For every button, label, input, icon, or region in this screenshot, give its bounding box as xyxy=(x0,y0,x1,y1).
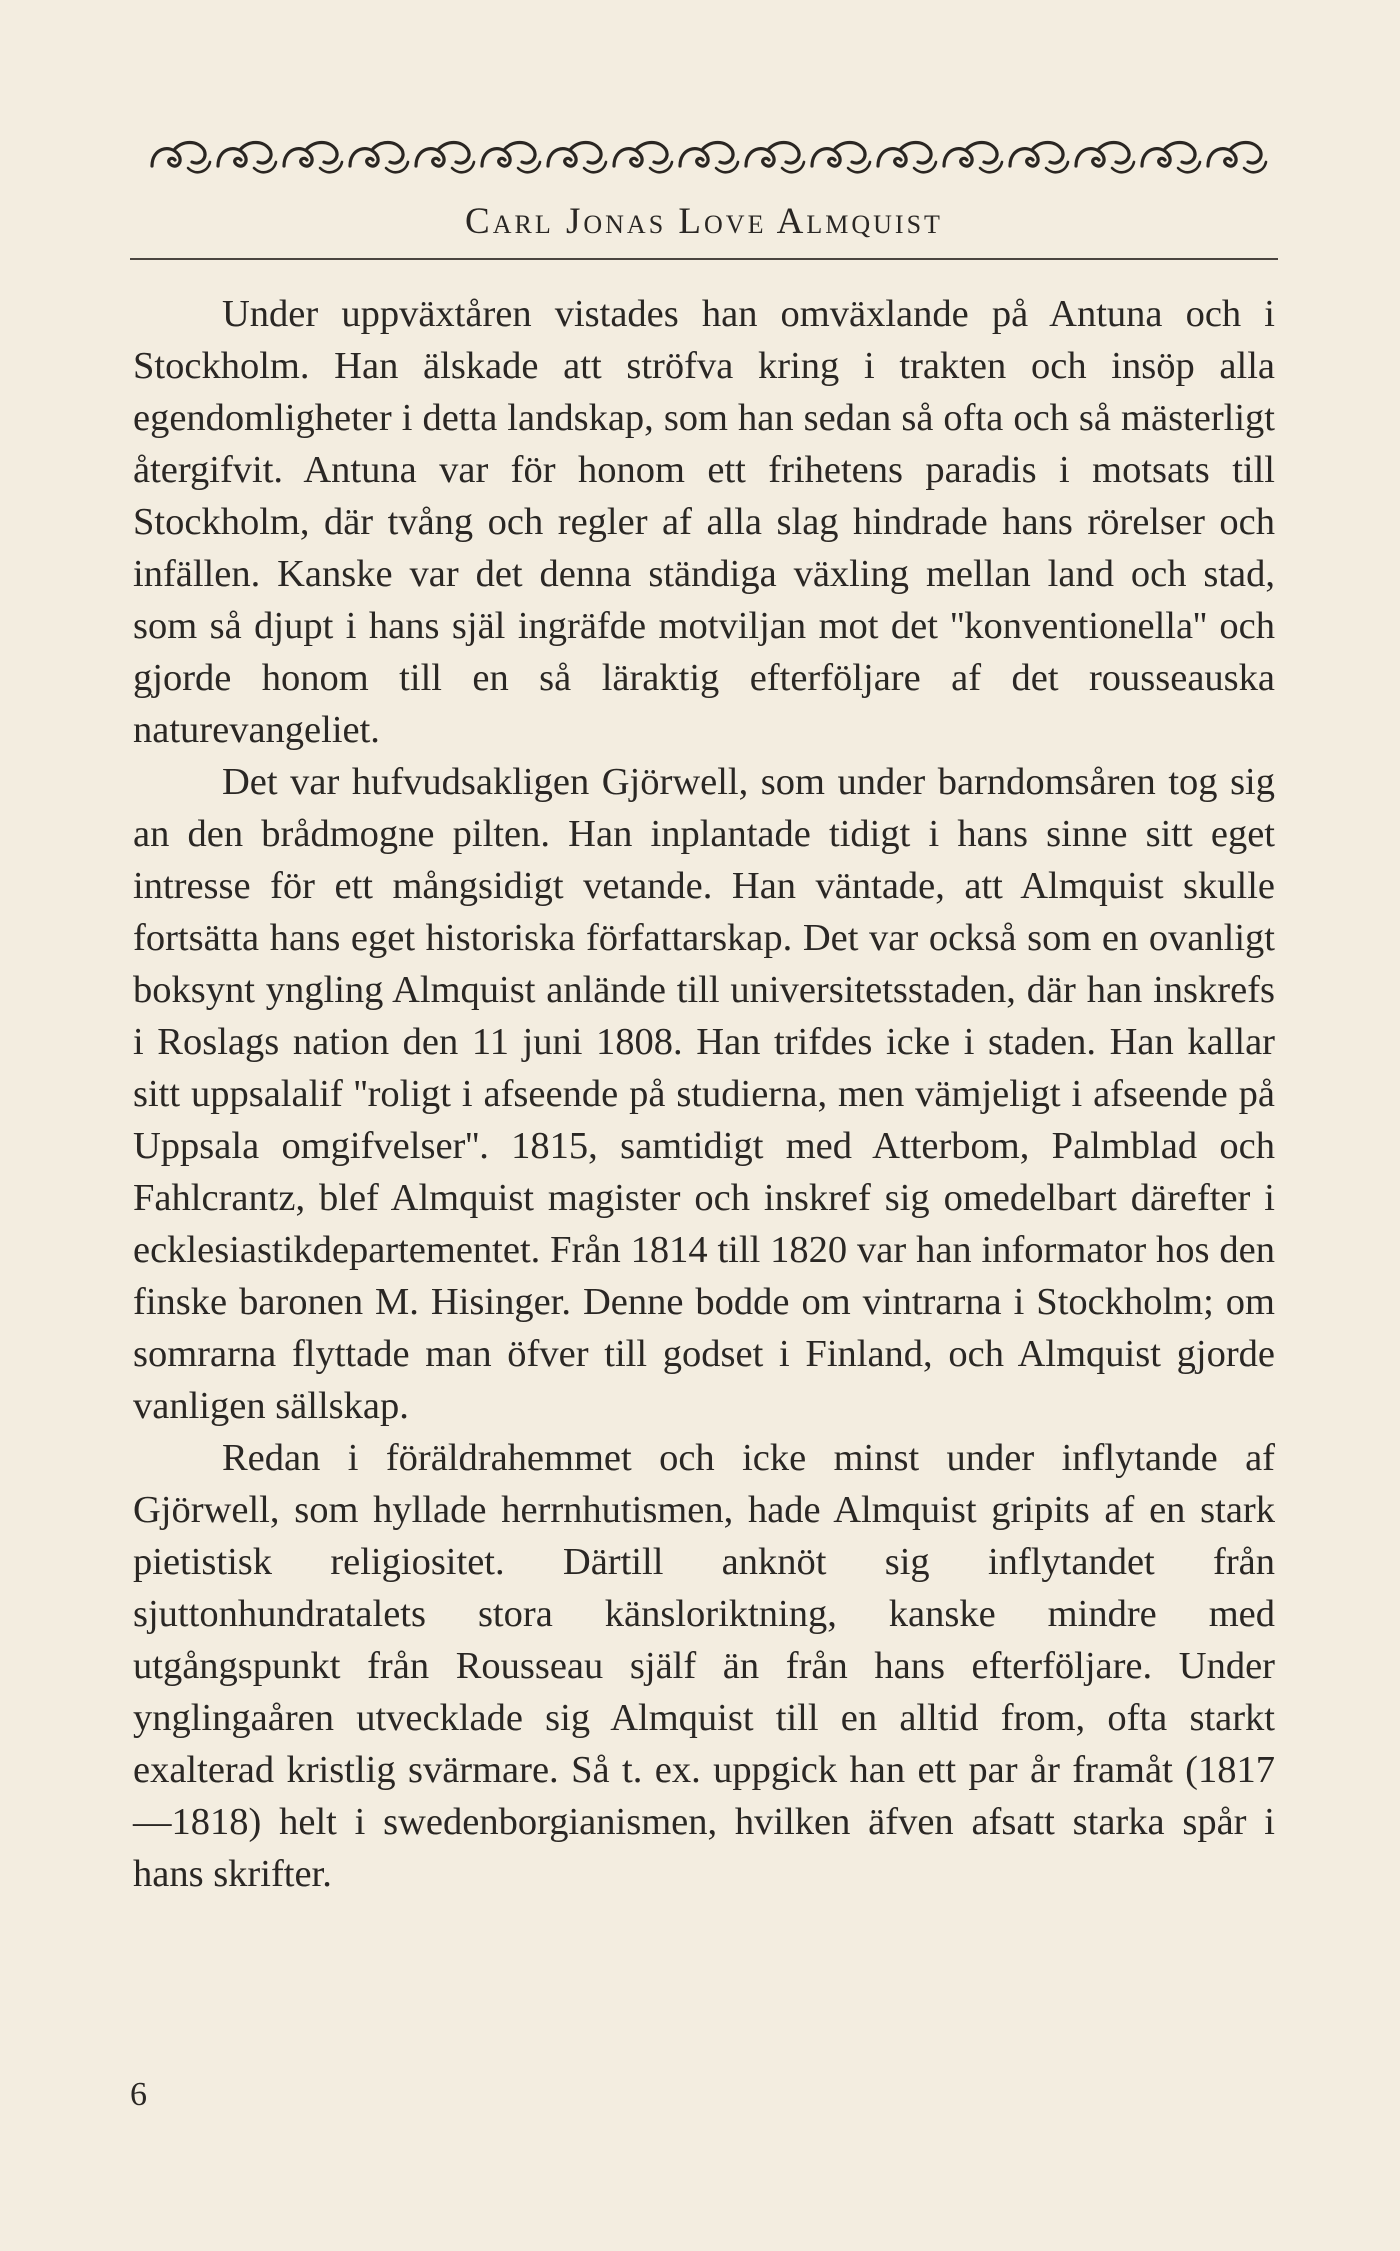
body-text xyxy=(133,288,1275,1900)
decorative-border-ornament xyxy=(148,136,1276,180)
paragraph: Redan i föräldrahemmet och icke minst under inflytande af Gjörwell, som hyllade herrnhutismen, hade Almquist gripits af en stark pietistisk religiositet. Därtill anknöt sig inflytandet från sjuttonhundratalets stora känsloriktning, kanske mindre med utgångspunkt från Rousseau själf än från hans efterföljare. Under ynglingaåren utvecklade sig Almquist till en alltid from, ofta starkt exalterad kristlig svärmare. Så t. ex. uppgick han ett par år framåt (1817—1818) helt i swedenborgianismen, hvilken äfven afsatt starka spår i hans skrifter. xyxy=(133,1437,1275,1895)
paragraph: Det var hufvudsakligen Gjörwell, som under barndomsåren tog sig an den brådmogne pilten. Han inplantade tidigt i hans sinne sitt eget intresse för ett mångsidigt vetande. Han väntade, att Almquist skulle fortsätta hans eget historiska författarskap. Det var också som en ovanligt boksynt yngling Almquist anlände till universitetsstaden, där han inskrefs i Roslags nation den 11 juni 1808. Han trifdes icke i staden. Han kallar sitt uppsalalif ''roligt i afseende på studierna, men vämjeligt i afseende på Uppsala omgifvelser''. 1815, samtidigt med Atterbom, Palmblad och Fahlcrantz, blef Almquist magister och inskref sig omedelbart därefter i ecklesiastikdepartementet. Från 1814 till 1820 var han informator hos den finske baronen M. Hisinger. Denne bodde om vintrarna i Stockholm; om somrarna flyttade man öfver till godset i Finland, och Almquist gjorde vanligen sällskap. xyxy=(133,761,1275,1427)
page-number: 6 xyxy=(130,2076,147,2113)
header-rule xyxy=(130,258,1278,260)
running-head-title: Carl Jonas Love Almquist xyxy=(465,201,943,242)
paragraph: Under uppväxtåren vistades han omväxlande på Antuna och i Stockholm. Han älskade att ströfva kring i trakten och insöp alla egendomligheter i detta landskap, som han sedan så ofta och så mästerligt återgifvit. Antuna var för honom ett frihetens paradis i motsats till Stockholm, där tvång och regler af alla slag hindrade hans rörelser och infällen. Kanske var det denna ständiga växling mellan land och stad, som så djupt i hans själ ingräfde motviljan mot det ''konventionella'' och gjorde honom till en så läraktig efterföljare af det rousseauska naturevangeliet. xyxy=(133,293,1275,751)
